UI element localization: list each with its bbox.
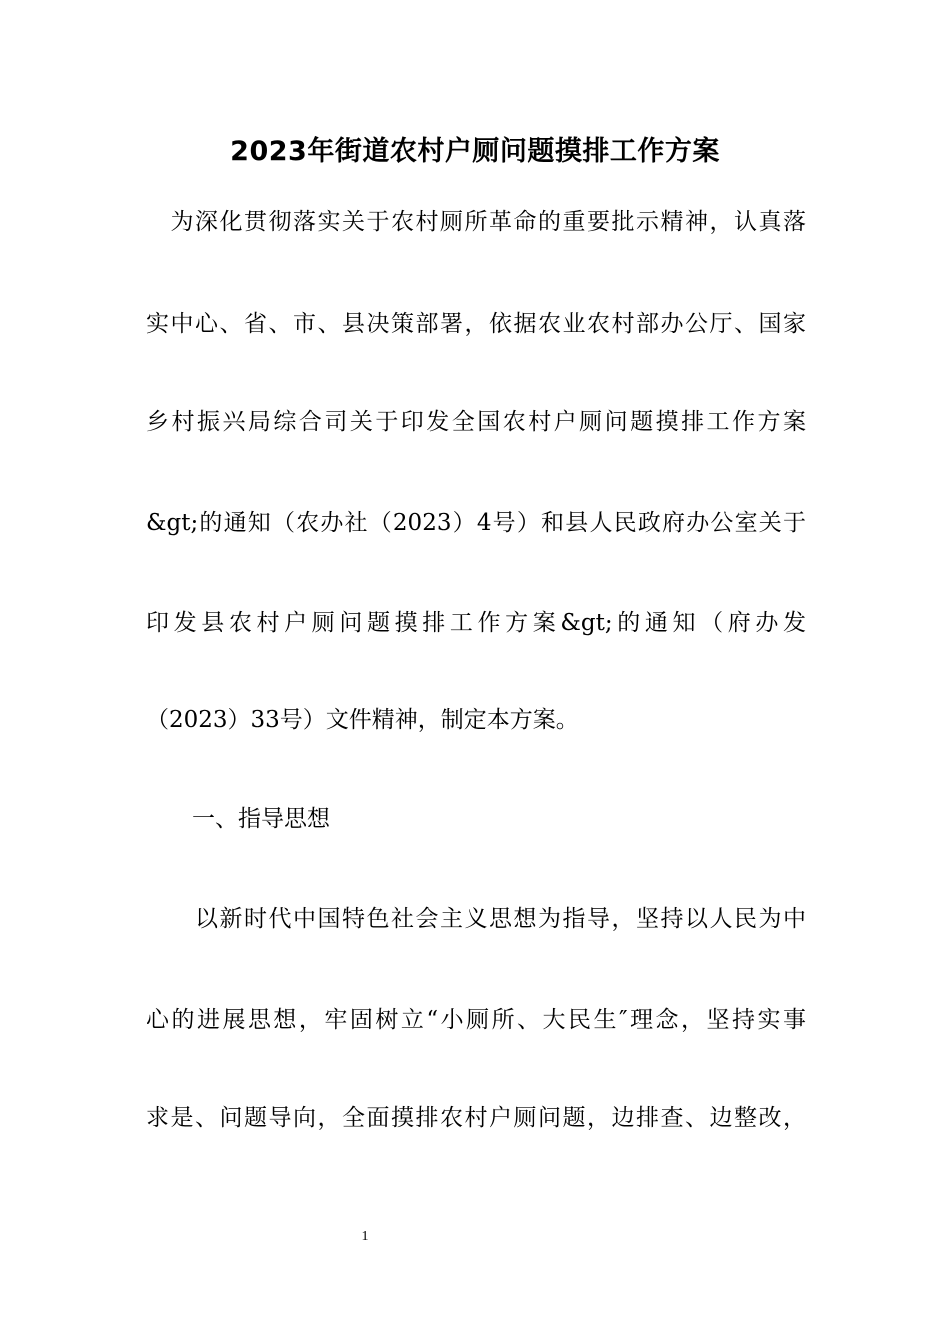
paragraph-line: （2023）33号）文件精神，制定本方案。 — [146, 707, 579, 733]
paragraph-line: 以新时代中国特色社会主义思想为指导，坚持以人民为中 — [146, 906, 806, 932]
paragraph-line: 乡村振兴局综合司关于印发全国农村户厕问题摸排工作方案 — [146, 409, 806, 435]
paragraph-line: 心的进展思想，牢固树立“小厕所、大民生″理念，坚持实事 — [146, 1007, 806, 1033]
paragraph-line: 为深化贯彻落实关于农村厕所革命的重要批示精神，认真落 — [146, 209, 806, 235]
paragraph-line: 求是、问题导向，全面摸排农村户厕问题，边排查、边整改， — [146, 1105, 806, 1131]
section-heading: 一、指导思想 — [146, 806, 330, 832]
paragraph-line: 实中心、省、市、县决策部署，依据农业农村部办公厅、国家 — [146, 311, 806, 337]
paragraph-line: 印发县农村户厕问题摸排工作方案&gt;的通知（府办发 — [146, 610, 806, 636]
page-number: 1 — [361, 1229, 369, 1244]
paragraph-line: &gt;的通知（农办社（2023）4号）和县人民政府办公室关于 — [146, 510, 806, 536]
document-title: 2023年街道农村户厕问题摸排工作方案 — [230, 136, 720, 167]
